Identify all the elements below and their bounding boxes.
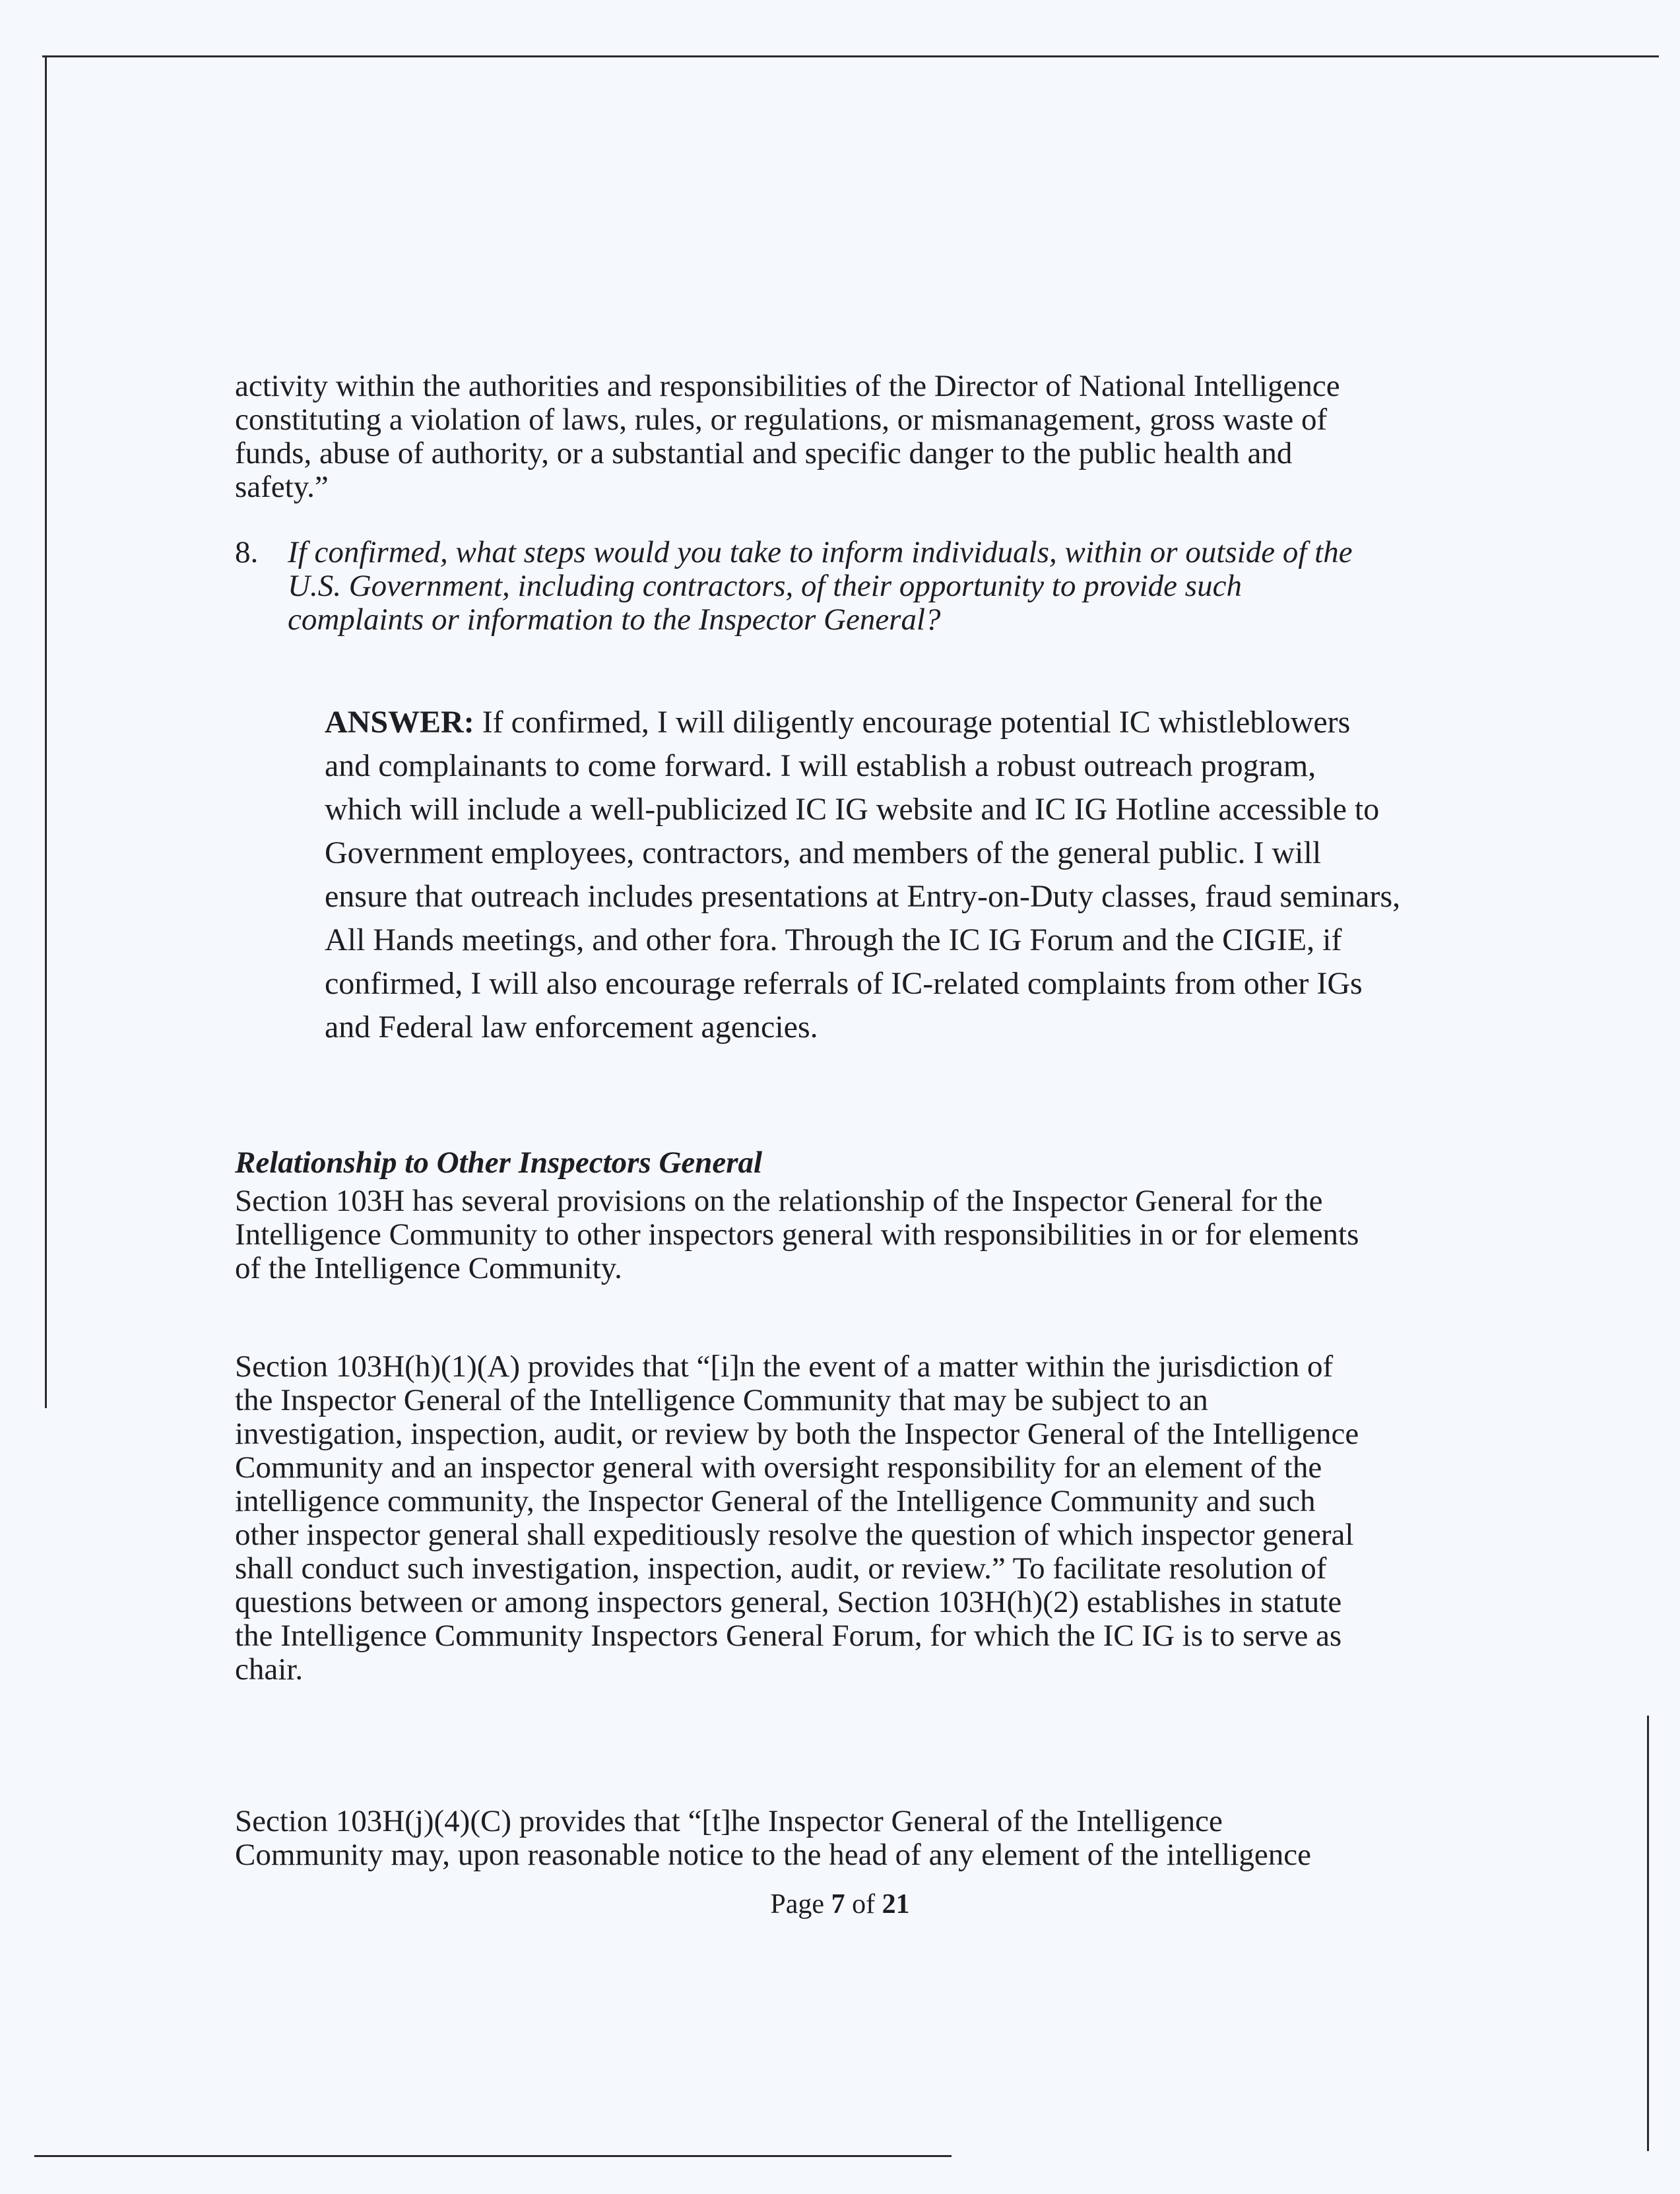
text-line: Section 103H(j)(4)(C) provides that “[t]he Inspector General of the Intelligence [235, 1804, 1223, 1838]
text-line: confirmed, I will also encourage referrals of IC-related complaints from other IGs [325, 966, 1363, 1001]
text-line: constituting a violation of laws, rules, or regulations, or mismanagement, gross waste of [235, 403, 1328, 437]
text-line: ensure that outreach includes presentations at Entry-on-Duty classes, fraud seminars, [325, 879, 1401, 914]
text-line: U.S. Government, including contractors, of their opportunity to provide such [288, 569, 1242, 603]
text-line: funds, abuse of authority, or a substantial and specific danger to the public health and [235, 436, 1293, 470]
question-number: 8. [235, 535, 259, 569]
text-line: shall conduct such investigation, inspection, audit, or review.” To facilitate resolution of [235, 1551, 1327, 1586]
text-line: intelligence community, the Inspector General of the Intelligence Community and such [235, 1484, 1316, 1518]
text-line: complaints or information to the Inspector General? [288, 602, 941, 637]
text-line: Government employees, contractors, and members of the general public. I will [325, 835, 1322, 870]
paragraph-3 [235, 1350, 1359, 1687]
text-line: the Inspector General of the Intelligence Community that may be subject to an [235, 1383, 1208, 1417]
text-line: and complainants to come forward. I will establish a robust outreach program, [325, 748, 1316, 783]
section-heading: Relationship to Other Inspectors General [235, 1145, 763, 1180]
paragraph-2 [235, 1184, 1359, 1285]
answer-block [325, 701, 1400, 1049]
text-line: questions between or among inspectors general, Section 103H(h)(2) establishes in statute [235, 1585, 1342, 1619]
bottom-border-line [34, 2155, 952, 2157]
page-current: 7 [831, 1889, 845, 1920]
text-line: safety.” [235, 470, 329, 504]
text-line: Section 103H(h)(1)(A) provides that “[i]n the event of a matter within the jurisdiction of [235, 1349, 1334, 1384]
text-line: of the Intelligence Community. [235, 1251, 622, 1285]
text-line: the Intelligence Community Inspectors General Forum, for which the IC IG is to serve as [235, 1619, 1342, 1653]
page-of: of [845, 1889, 882, 1920]
text-line: Community and an inspector general with oversight responsibility for an element of the [235, 1450, 1322, 1485]
text-line: All Hands meetings, and other fora. Through the IC IG Forum and the CIGIE, if [325, 922, 1342, 957]
text-line: If confirmed, what steps would you take to inform individuals, within or outside of the [288, 535, 1353, 569]
top-border-line [42, 55, 1659, 57]
text-line: other inspector general shall expeditiously resolve the question of which inspector general [235, 1518, 1354, 1552]
page-total: 21 [882, 1889, 910, 1920]
text-line: Intelligence Community to other inspectors general with responsibilities in or for elements [235, 1217, 1359, 1252]
intro-paragraph [235, 370, 1340, 504]
text-line: which will include a well-publicized IC IG website and IC IG Hotline accessible to [325, 792, 1380, 827]
text-line: investigation, inspection, audit, or review by both the Inspector General of the Intelligence [235, 1417, 1359, 1451]
text-line: and Federal law enforcement agencies. [325, 1010, 818, 1045]
page-number [0, 1888, 1680, 1920]
text-line: Community may, upon reasonable notice to the head of any element of the intelligence [235, 1838, 1312, 1872]
answer-label: ANSWER: [325, 705, 474, 740]
paragraph-4 [235, 1805, 1311, 1872]
text-line: chair. [235, 1652, 304, 1687]
question-8 [235, 536, 1353, 637]
left-border-line [45, 55, 47, 1408]
page-prefix: Page [770, 1889, 831, 1920]
text-line: Section 103H has several provisions on the relationship of the Inspector General for the [235, 1184, 1323, 1218]
text-line: activity within the authorities and responsibilities of the Director of National Intelligence [235, 369, 1340, 403]
right-border-line [1647, 1716, 1649, 2151]
text-line: If confirmed, I will diligently encourage potential IC whistleblowers [474, 705, 1351, 740]
